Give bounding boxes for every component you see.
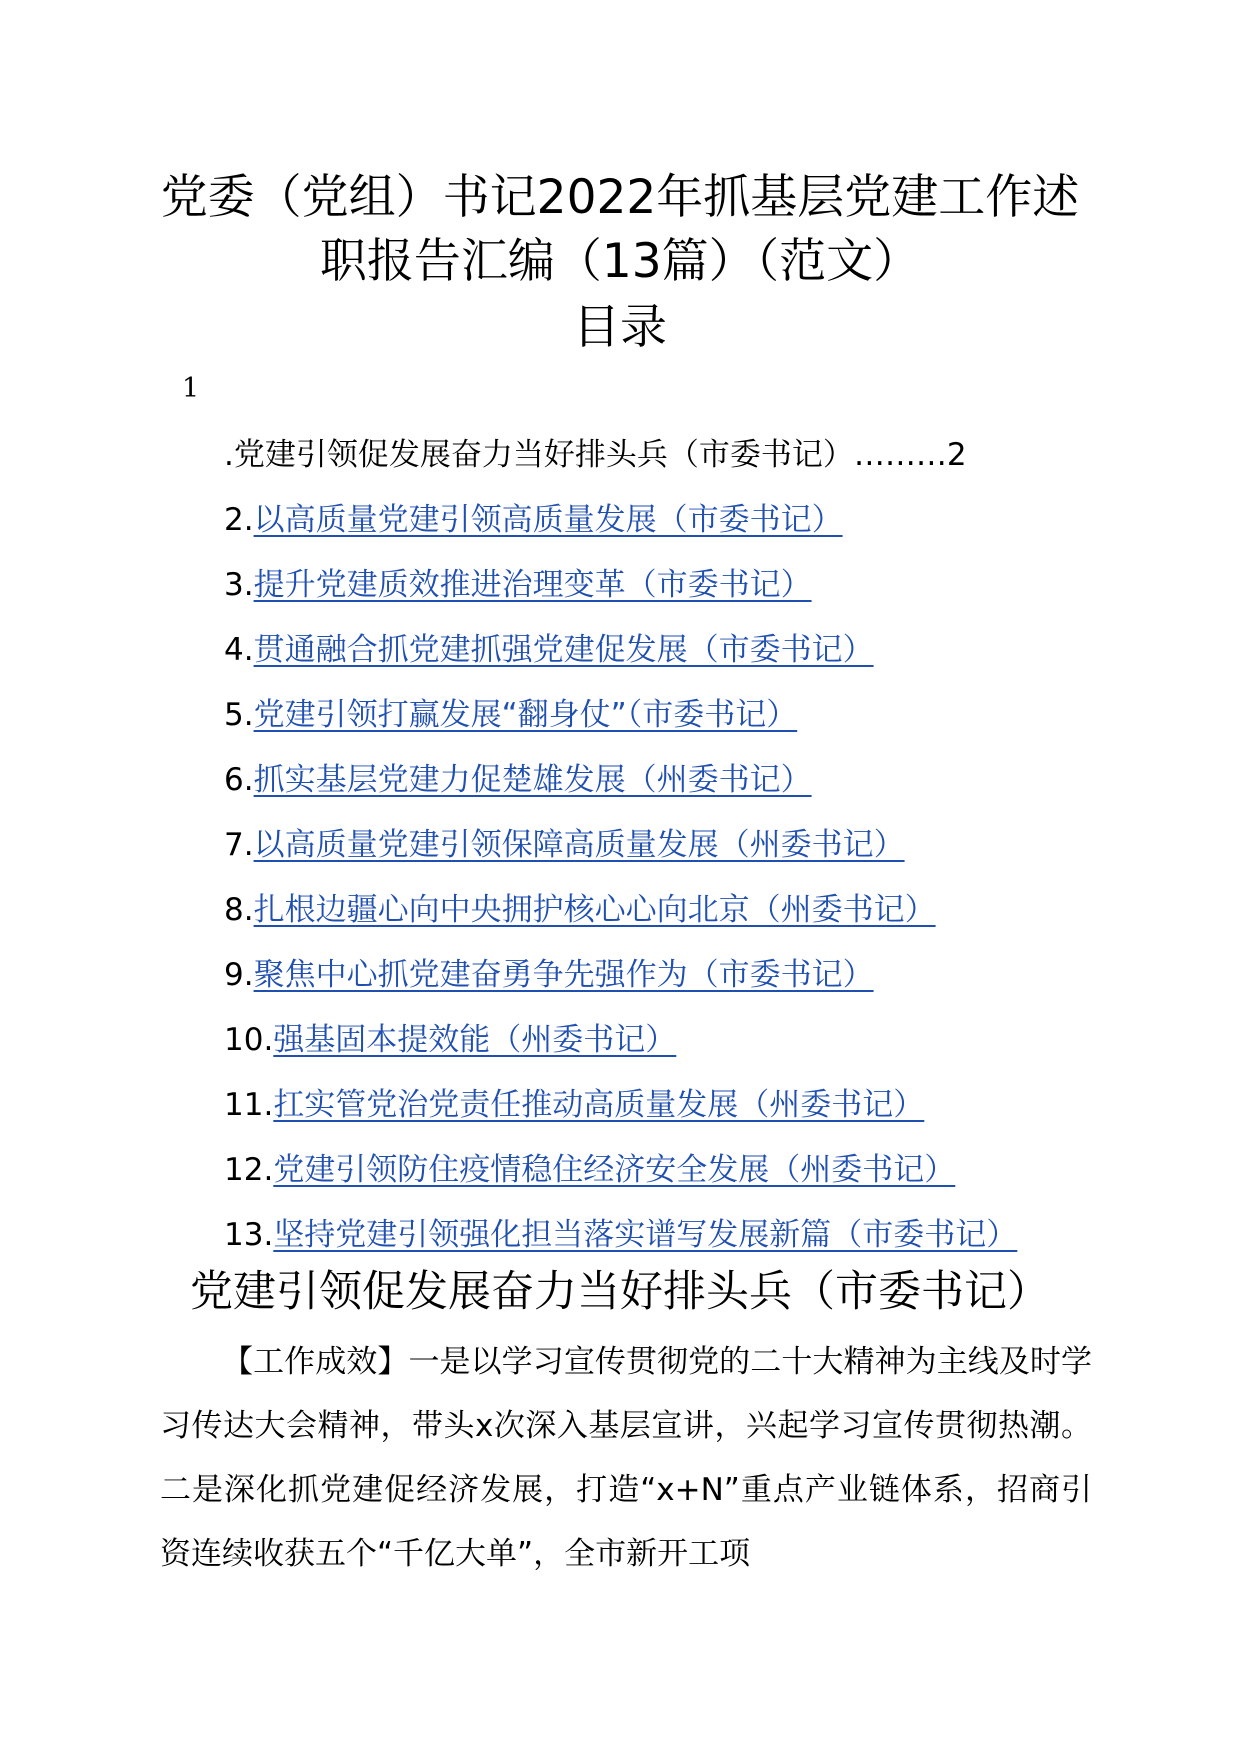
toc-link-12[interactable]: 党建引领防住疫情稳住经济安全发展（州委书记） xyxy=(273,1152,956,1188)
section-title: 党建引领促发展奋力当好排头兵（市委书记） xyxy=(190,1267,1050,1317)
toc-item-2 xyxy=(224,495,1017,560)
toc-link-13[interactable]: 坚持党建引领强化担当落实谱写发展新篇（市委书记） xyxy=(273,1217,1018,1253)
toc-item-number: 8. xyxy=(224,892,254,928)
toc-link-9[interactable]: 聚焦中心抓党建奋勇争先强作为（市委书记） xyxy=(253,957,874,993)
page-marker: 1 xyxy=(182,373,200,404)
toc-item-6 xyxy=(224,755,1017,820)
toc-item-11 xyxy=(224,1080,1017,1145)
document-title-line-2: 职报告汇编（13篇）（范文） xyxy=(319,234,921,289)
toc-link-6[interactable]: 抓实基层党建力促楚雄发展（州委书记） xyxy=(253,762,812,798)
toc-item-4 xyxy=(224,625,1017,690)
table-of-contents xyxy=(224,430,1017,1275)
toc-link-5[interactable]: 党建引领打赢发展“翻身仗”（市委书记） xyxy=(253,697,798,733)
toc-item-number: 2. xyxy=(224,502,254,538)
toc-item-7 xyxy=(224,820,1017,885)
toc-item-number: 3. xyxy=(224,567,254,603)
toc-item-5 xyxy=(224,690,1017,755)
toc-link-11[interactable]: 扛实管党治党责任推动高质量发展（州委书记） xyxy=(273,1087,925,1123)
toc-item-10 xyxy=(224,1015,1017,1080)
toc-item-number: 11. xyxy=(224,1087,274,1123)
toc-link-10[interactable]: 强基固本提效能（州委书记） xyxy=(273,1022,677,1058)
toc-item-number: 13. xyxy=(224,1217,274,1253)
toc-item-3 xyxy=(224,560,1017,625)
toc-item-number: 9. xyxy=(224,957,254,993)
toc-item-number: 6. xyxy=(224,762,254,798)
toc-item-number: 10. xyxy=(224,1022,274,1058)
toc-link-3[interactable]: 提升党建质效推进治理变革（市委书记） xyxy=(253,567,812,603)
toc-item-number: 5. xyxy=(224,697,254,733)
toc-link-2[interactable]: 以高质量党建引领高质量发展（市委书记） xyxy=(253,502,843,538)
body-paragraph: 【工作成效】一是以学习宣传贯彻党的二十大精神为主线及时学习传达大会精神，带头x次深入基层宣讲，兴起学习宣传贯彻热潮。二是深化抓党建促经济发展，打造“x+N”重点产业链体系，招商引资连续收获五个“千亿大单”，全市新开工项 xyxy=(160,1344,1092,1572)
toc-item-1-text: .党建引领促发展奋力当好排头兵（市委书记）………2 xyxy=(224,437,967,473)
toc-item-number: 4. xyxy=(224,632,254,668)
toc-heading: 目录 xyxy=(573,300,667,355)
toc-item-1 xyxy=(224,430,1017,495)
toc-item-9 xyxy=(224,950,1017,1015)
document-title-line-1: 党委（党组）书记2022年抓基层党建工作述 xyxy=(160,170,1080,225)
toc-item-12 xyxy=(224,1145,1017,1210)
toc-item-8 xyxy=(224,885,1017,950)
toc-item-number: 12. xyxy=(224,1152,274,1188)
toc-item-number: 7. xyxy=(224,827,254,863)
toc-link-8[interactable]: 扎根边疆心向中央拥护核心心向北京（州委书记） xyxy=(253,892,936,928)
toc-link-7[interactable]: 以高质量党建引领保障高质量发展（州委书记） xyxy=(253,827,905,863)
toc-link-4[interactable]: 贯通融合抓党建抓强党建促发展（市委书记） xyxy=(253,632,874,668)
